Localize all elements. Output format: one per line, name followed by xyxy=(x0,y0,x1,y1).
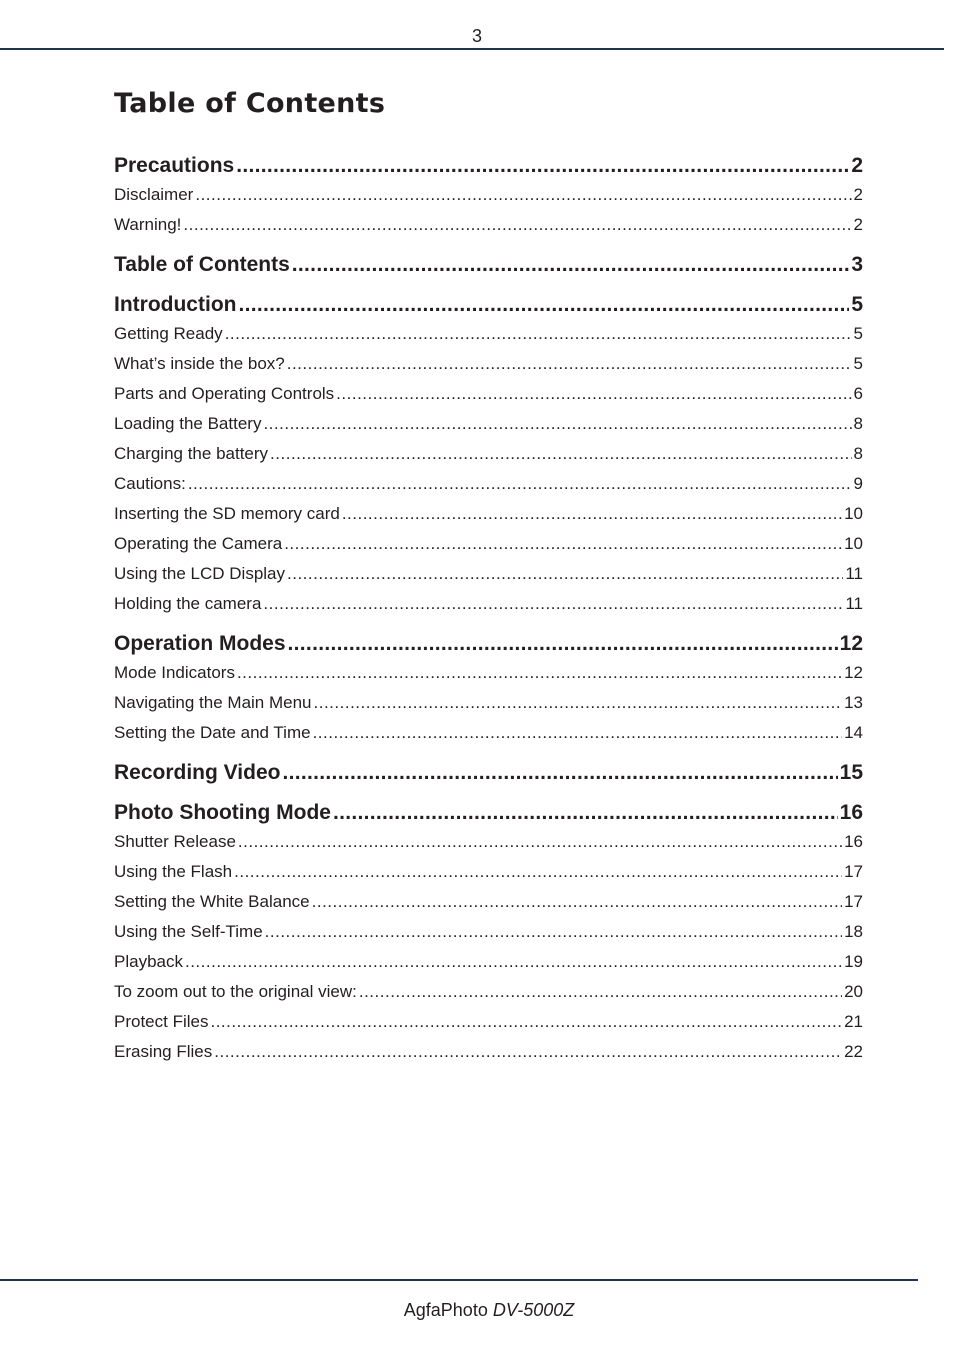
toc-entry-label: Using the LCD Display xyxy=(114,564,286,583)
toc-entry xyxy=(114,977,863,1007)
toc-entry xyxy=(114,210,863,240)
dot-leader xyxy=(312,887,842,917)
toc-entry xyxy=(114,589,863,619)
toc-entry xyxy=(114,529,863,559)
dot-leader xyxy=(237,658,842,688)
toc-entry-label: Erasing Flies xyxy=(114,1042,213,1061)
dot-leader xyxy=(183,210,851,240)
footer-model: DV-5000Z xyxy=(492,1300,575,1320)
page-title: Table of Contents xyxy=(114,88,386,119)
toc-entry-label: Using the Self-Time xyxy=(114,922,263,941)
toc-entry-page: 2 xyxy=(853,185,863,204)
toc-entry xyxy=(114,688,863,718)
dot-leader xyxy=(210,1007,842,1037)
toc-entry-label: Setting the Date and Time xyxy=(114,723,311,742)
dot-leader xyxy=(236,151,849,181)
toc-entry-page: 12 xyxy=(839,632,863,655)
toc-entry-label: Using the Flash xyxy=(114,862,233,881)
toc-entry-label: Charging the battery xyxy=(114,444,269,463)
toc-entry-label: Playback xyxy=(114,952,183,971)
dot-leader xyxy=(234,857,842,887)
toc-entry xyxy=(114,439,863,469)
toc-entry xyxy=(114,180,863,210)
toc-entry xyxy=(114,857,863,887)
toc-entry-label: Precautions xyxy=(114,154,235,177)
toc-entry-label: Navigating the Main Menu xyxy=(114,693,312,712)
toc-entry-page: 8 xyxy=(853,444,863,463)
toc-entry-page: 20 xyxy=(844,982,863,1001)
dot-leader xyxy=(287,349,852,379)
dot-leader xyxy=(342,499,842,529)
toc-entry xyxy=(114,499,863,529)
toc-entry-label: Parts and Operating Controls xyxy=(114,384,335,403)
toc-entry xyxy=(114,917,863,947)
dot-leader xyxy=(185,947,842,977)
dot-leader xyxy=(270,439,851,469)
toc-entry-page: 3 xyxy=(851,253,863,276)
dot-leader xyxy=(284,529,842,559)
dot-leader xyxy=(282,758,837,788)
dot-leader xyxy=(359,977,842,1007)
toc-entry xyxy=(114,409,863,439)
toc-entry-label: Protect Files xyxy=(114,1012,209,1031)
toc-entry-page: 8 xyxy=(853,414,863,433)
toc-entry-page: 21 xyxy=(844,1012,863,1031)
toc-entry xyxy=(114,947,863,977)
dot-leader xyxy=(313,718,843,748)
page-number: 3 xyxy=(471,26,482,46)
toc-entry xyxy=(114,349,863,379)
table-of-contents xyxy=(114,151,863,1067)
toc-entry xyxy=(114,319,863,349)
toc-entry-label: To zoom out to the original view: xyxy=(114,982,357,1001)
dot-leader xyxy=(265,917,842,947)
toc-entry-label: Getting Ready xyxy=(114,324,223,343)
toc-entry-page: 2 xyxy=(851,154,863,177)
toc-entry-page: 22 xyxy=(844,1042,863,1061)
toc-entry-label: Shutter Release xyxy=(114,832,236,851)
dot-leader xyxy=(314,688,843,718)
toc-entry-page: 17 xyxy=(844,892,863,911)
toc-entry-page: 5 xyxy=(851,293,863,316)
toc-entry-page: 6 xyxy=(853,384,863,403)
toc-entry xyxy=(114,559,863,589)
toc-section-entry xyxy=(114,290,863,320)
dot-leader xyxy=(263,589,843,619)
toc-entry-page: 2 xyxy=(853,215,863,234)
dot-leader xyxy=(214,1037,842,1067)
dot-leader xyxy=(336,379,851,409)
toc-entry-page: 10 xyxy=(844,534,863,553)
dot-leader xyxy=(225,319,852,349)
toc-entry-page: 13 xyxy=(844,693,863,712)
header-rule xyxy=(0,48,944,50)
toc-entry-page: 11 xyxy=(845,594,863,613)
toc-entry-page: 16 xyxy=(844,832,863,851)
toc-entry-label: Warning! xyxy=(114,215,182,234)
toc-entry xyxy=(114,379,863,409)
footer-rule xyxy=(0,1279,918,1281)
toc-entry xyxy=(114,718,863,748)
toc-entry-page: 5 xyxy=(853,324,863,343)
toc-entry-label: Setting the White Balance xyxy=(114,892,310,911)
toc-entry xyxy=(114,469,863,499)
dot-leader xyxy=(287,559,843,589)
toc-entry-label: Introduction xyxy=(114,293,237,316)
toc-section-entry xyxy=(114,758,863,788)
dot-leader xyxy=(188,469,852,499)
toc-entry xyxy=(114,1007,863,1037)
toc-entry-label: Loading the Battery xyxy=(114,414,262,433)
toc-entry xyxy=(114,658,863,688)
dot-leader xyxy=(238,827,842,857)
toc-entry-label: Photo Shooting Mode xyxy=(114,801,331,824)
toc-entry-label: Table of Contents xyxy=(114,253,290,276)
toc-entry-page: 15 xyxy=(839,761,863,784)
toc-section-entry xyxy=(114,250,863,280)
toc-entry-label: Holding the camera xyxy=(114,594,262,613)
toc-entry-page: 19 xyxy=(844,952,863,971)
toc-section-entry xyxy=(114,798,863,828)
toc-entry-label: Cautions: xyxy=(114,474,186,493)
toc-entry-page: 18 xyxy=(844,922,863,941)
toc-entry-page: 5 xyxy=(853,354,863,373)
toc-entry-label: Operation Modes xyxy=(114,632,286,655)
toc-section-entry xyxy=(114,629,863,659)
dot-leader xyxy=(195,180,851,210)
dot-leader xyxy=(292,250,850,280)
toc-entry-page: 9 xyxy=(853,474,863,493)
toc-entry xyxy=(114,887,863,917)
toc-entry-page: 17 xyxy=(844,862,863,881)
dot-leader xyxy=(238,290,849,320)
toc-entry-page: 16 xyxy=(839,801,863,824)
toc-entry xyxy=(114,827,863,857)
toc-entry-label: Inserting the SD memory card xyxy=(114,504,340,523)
footer-brand: AgfaPhoto xyxy=(403,1300,488,1320)
toc-entry-label: Mode Indicators xyxy=(114,663,235,682)
toc-entry-page: 10 xyxy=(844,504,863,523)
dot-leader xyxy=(288,629,838,659)
dot-leader xyxy=(263,409,851,439)
toc-entry-page: 11 xyxy=(845,564,863,583)
toc-entry xyxy=(114,1037,863,1067)
footer xyxy=(0,1298,954,1322)
toc-entry-label: Disclaimer xyxy=(114,185,194,204)
dot-leader xyxy=(333,798,838,828)
toc-entry-page: 12 xyxy=(844,663,863,682)
toc-entry-label: Recording Video xyxy=(114,761,281,784)
toc-entry-label: What’s inside the box? xyxy=(114,354,285,373)
toc-entry-page: 14 xyxy=(844,723,863,742)
toc-entry-label: Operating the Camera xyxy=(114,534,283,553)
toc-section-entry xyxy=(114,151,863,181)
